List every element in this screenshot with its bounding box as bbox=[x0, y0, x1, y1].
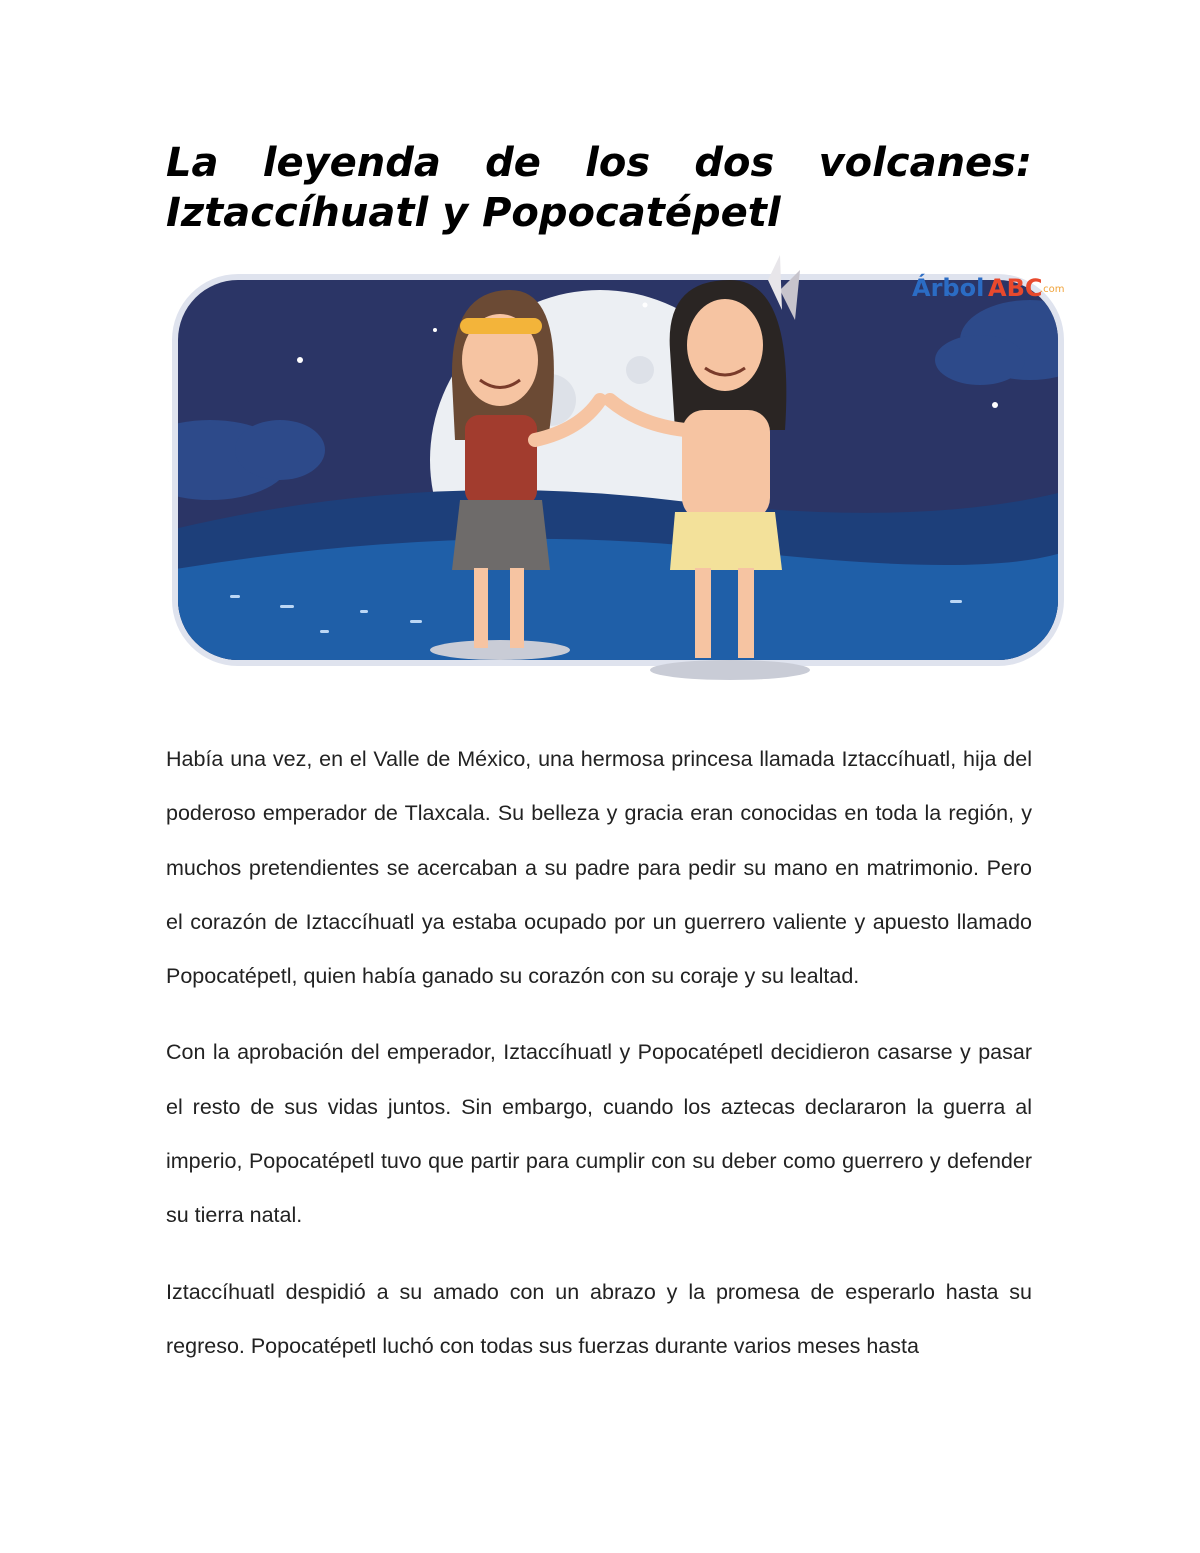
legend-illustration bbox=[170, 250, 1070, 690]
arbolabc-logo bbox=[912, 273, 1065, 302]
page-title bbox=[166, 138, 1032, 238]
story-body bbox=[166, 732, 1032, 1395]
title-line-2: Iztaccíhuatl y Popocatépetl bbox=[166, 190, 781, 236]
svg-text:Árbol: Árbol bbox=[912, 274, 985, 302]
paragraph: Había una vez, en el Valle de México, una hermosa princesa llamada Iztaccíhuatl, hija del poderoso emperador de Tlaxcala. Su belleza y gracia eran conocidas en toda la región, y muchos pretendientes se acercaban a su padre para pedir su mano en matrimonio. Pero el corazón de Iztaccíhuatl ya estaba ocupado por un guerrero valiente y apuesto llamado Popocatépetl, quien había ganado su corazón con su coraje y su lealtad. bbox=[166, 747, 1032, 989]
title-line-1: La leyenda de los dos volcanes: bbox=[166, 140, 1032, 186]
paragraph: Iztaccíhuatl despidió a su amado con un abrazo y la promesa de esperarlo hasta su regreso. Popocatépetl luchó con todas sus fuerzas durante varios meses hasta bbox=[166, 1279, 1032, 1358]
svg-text:ABC: ABC bbox=[988, 274, 1043, 302]
paragraph: Con la aprobación del emperador, Iztaccíhuatl y Popocatépetl decidieron casarse y pasar el resto de sus vidas juntos. Sin embargo, cuando los aztecas declararon la guerra al imperio, Popocatépetl tuvo que partir para cumplir con su deber como guerrero y defender su tierra natal. bbox=[166, 1040, 1032, 1228]
svg-text:.com: .com bbox=[1040, 284, 1065, 295]
